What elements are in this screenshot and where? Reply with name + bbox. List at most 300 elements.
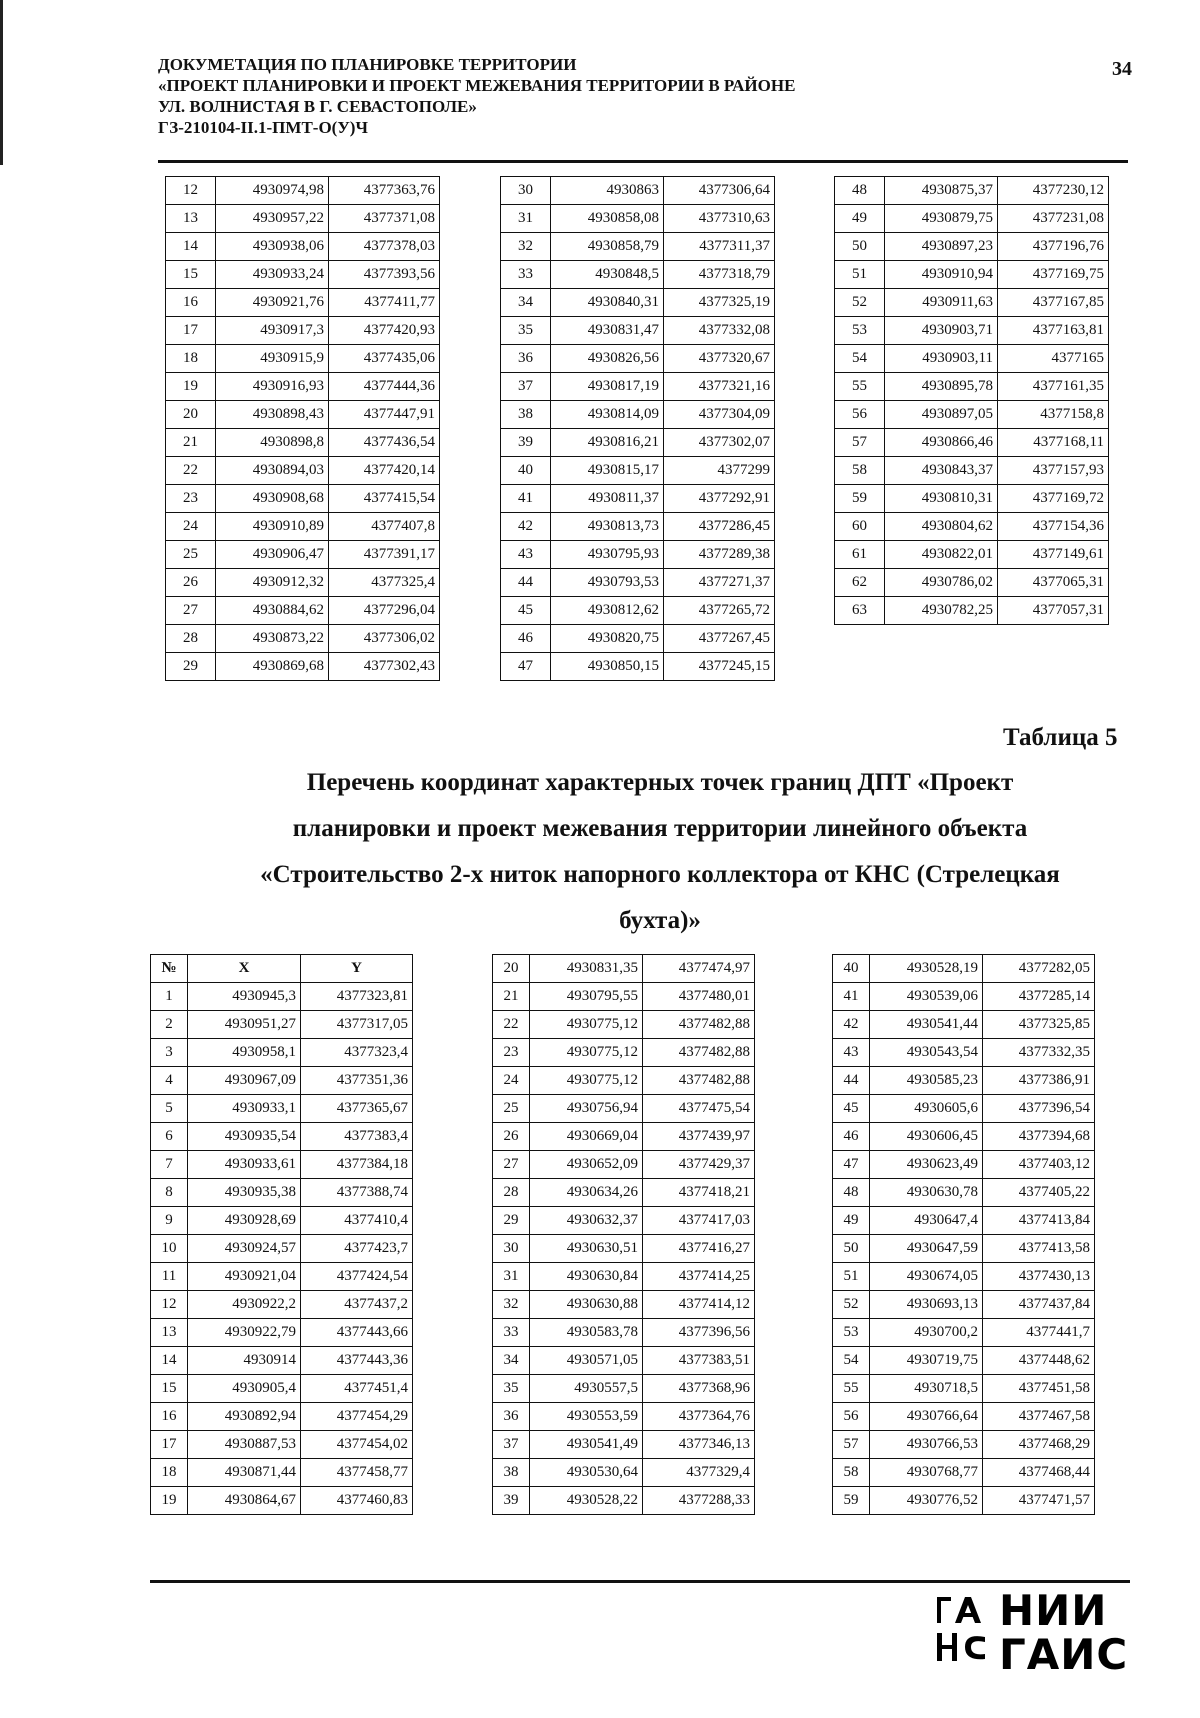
point-number-cell: 39: [501, 429, 551, 457]
x-coord-cell: 4930908,68: [216, 485, 329, 513]
point-number-cell: 47: [501, 653, 551, 681]
x-coord-cell: 4930910,89: [216, 513, 329, 541]
point-number-cell: 54: [833, 1347, 870, 1375]
x-coord-cell: 4930718,5: [870, 1375, 983, 1403]
table-row: [493, 1347, 755, 1375]
header-number: №: [151, 955, 188, 983]
y-coord-cell: 4377417,03: [643, 1207, 755, 1235]
x-coord-cell: 4930812,62: [551, 597, 664, 625]
point-number-cell: 42: [501, 513, 551, 541]
table-row: [493, 1487, 755, 1515]
table-row: [493, 1235, 755, 1263]
y-coord-cell: 4377437,2: [301, 1291, 413, 1319]
x-coord-cell: 4930906,47: [216, 541, 329, 569]
table-row: [833, 1319, 1095, 1347]
header-line-4: ГЗ-210104-II.1-ПМТ-О(У)Ч: [158, 118, 368, 137]
y-coord-cell: 4377451,4: [301, 1375, 413, 1403]
x-coord-cell: 4930775,12: [530, 1039, 643, 1067]
y-coord-cell: 4377471,57: [983, 1487, 1095, 1515]
y-coord-cell: 4377414,25: [643, 1263, 755, 1291]
table-row: [151, 1095, 413, 1123]
table-row: [151, 1403, 413, 1431]
x-coord-cell: 4930967,09: [188, 1067, 301, 1095]
table-row: [835, 513, 1109, 541]
point-number-cell: 53: [835, 317, 885, 345]
x-coord-cell: 4930822,01: [885, 541, 998, 569]
point-number-cell: 28: [493, 1179, 530, 1207]
x-coord-cell: 4930850,15: [551, 653, 664, 681]
table-row: [833, 1375, 1095, 1403]
y-coord-cell: 4377396,56: [643, 1319, 755, 1347]
table-row: [833, 955, 1095, 983]
y-coord-cell: 4377346,13: [643, 1431, 755, 1459]
y-coord-cell: 4377454,02: [301, 1431, 413, 1459]
x-coord-cell: 4930892,94: [188, 1403, 301, 1431]
table-row: [151, 1291, 413, 1319]
point-number-cell: 15: [151, 1375, 188, 1403]
point-number-cell: 30: [501, 177, 551, 205]
y-coord-cell: 4377364,76: [643, 1403, 755, 1431]
y-coord-cell: 4377323,81: [301, 983, 413, 1011]
page-edge-line: [0, 0, 3, 165]
y-coord-cell: 4377396,54: [983, 1095, 1095, 1123]
point-number-cell: 19: [166, 373, 216, 401]
point-number-cell: 58: [835, 457, 885, 485]
table-row: [835, 457, 1109, 485]
point-number-cell: 48: [835, 177, 885, 205]
table-row: [166, 597, 440, 625]
table-row: [151, 1431, 413, 1459]
x-coord-cell: 4930848,5: [551, 261, 664, 289]
point-number-cell: 52: [833, 1291, 870, 1319]
point-number-cell: 50: [835, 233, 885, 261]
x-coord-cell: 4930894,03: [216, 457, 329, 485]
x-coord-cell: 4930553,59: [530, 1403, 643, 1431]
x-coord-cell: 4930875,37: [885, 177, 998, 205]
y-coord-cell: 4377411,77: [329, 289, 440, 317]
point-number-cell: 55: [835, 373, 885, 401]
x-coord-cell: 4930541,44: [870, 1011, 983, 1039]
caption-line-1: Перечень координат характерных точек границ ДПТ «Проект: [306, 769, 1014, 796]
y-coord-cell: 4377245,15: [664, 653, 775, 681]
y-coord-cell: 4377161,35: [998, 373, 1109, 401]
header-rule: [158, 160, 1128, 163]
table-row: [833, 1459, 1095, 1487]
y-coord-cell: 4377230,12: [998, 177, 1109, 205]
point-number-cell: 21: [166, 429, 216, 457]
table-row: [835, 485, 1109, 513]
point-number-cell: 35: [501, 317, 551, 345]
y-coord-cell: 4377460,83: [301, 1487, 413, 1515]
point-number-cell: 40: [501, 457, 551, 485]
coord-table-upper-2: [500, 176, 775, 681]
y-coord-cell: 4377458,77: [301, 1459, 413, 1487]
x-coord-cell: 4930935,54: [188, 1123, 301, 1151]
point-number-cell: 1: [151, 983, 188, 1011]
table-row: [833, 1207, 1095, 1235]
table-row: [493, 1291, 755, 1319]
y-coord-cell: 4377157,93: [998, 457, 1109, 485]
point-number-cell: 48: [833, 1179, 870, 1207]
y-coord-cell: 4377403,12: [983, 1151, 1095, 1179]
x-coord-cell: 4930630,88: [530, 1291, 643, 1319]
y-coord-cell: 4377443,36: [301, 1347, 413, 1375]
point-number-cell: 60: [835, 513, 885, 541]
point-number-cell: 34: [501, 289, 551, 317]
point-number-cell: 11: [151, 1263, 188, 1291]
table-row: [833, 1403, 1095, 1431]
table-row: [835, 429, 1109, 457]
table-row: [166, 513, 440, 541]
x-coord-cell: 4930632,37: [530, 1207, 643, 1235]
table-row: [493, 1123, 755, 1151]
table-row: [501, 289, 775, 317]
y-coord-cell: 4377318,79: [664, 261, 775, 289]
x-coord-cell: 4930866,46: [885, 429, 998, 457]
x-coord-cell: 4930826,56: [551, 345, 664, 373]
table-row: [835, 597, 1109, 625]
point-number-cell: 24: [493, 1067, 530, 1095]
table-row: [835, 177, 1109, 205]
table-row: [151, 1123, 413, 1151]
y-coord-cell: 4377371,08: [329, 205, 440, 233]
x-coord-cell: 4930630,84: [530, 1263, 643, 1291]
y-coord-cell: 4377454,29: [301, 1403, 413, 1431]
point-number-cell: 44: [833, 1067, 870, 1095]
y-coord-cell: 4377378,03: [329, 233, 440, 261]
y-coord-cell: 4377065,31: [998, 569, 1109, 597]
point-number-cell: 17: [151, 1431, 188, 1459]
y-coord-cell: 4377302,43: [329, 653, 440, 681]
y-coord-cell: 4377418,21: [643, 1179, 755, 1207]
x-coord-cell: 4930958,1: [188, 1039, 301, 1067]
y-coord-cell: 4377388,74: [301, 1179, 413, 1207]
table-row: [166, 233, 440, 261]
table-row: [493, 1067, 755, 1095]
x-coord-cell: 4930951,27: [188, 1011, 301, 1039]
table-row: [501, 261, 775, 289]
point-number-cell: 39: [493, 1487, 530, 1515]
table-row: [501, 653, 775, 681]
x-coord-cell: 4930571,05: [530, 1347, 643, 1375]
page-number: 34: [1112, 58, 1132, 80]
table-row: [493, 1263, 755, 1291]
y-coord-cell: 4377320,67: [664, 345, 775, 373]
point-number-cell: 3: [151, 1039, 188, 1067]
table-row: [833, 1235, 1095, 1263]
x-coord-cell: 4930935,38: [188, 1179, 301, 1207]
x-coord-cell: 4930903,71: [885, 317, 998, 345]
y-coord-cell: 4377302,07: [664, 429, 775, 457]
point-number-cell: 59: [833, 1487, 870, 1515]
y-coord-cell: 4377420,14: [329, 457, 440, 485]
x-coord-cell: 4930810,31: [885, 485, 998, 513]
y-coord-cell: 4377475,54: [643, 1095, 755, 1123]
x-coord-cell: 4930903,11: [885, 345, 998, 373]
table-caption: [160, 760, 1160, 944]
point-number-cell: 20: [166, 401, 216, 429]
table-row: [501, 625, 775, 653]
x-coord-cell: 4930630,78: [870, 1179, 983, 1207]
y-coord-cell: 4377271,37: [664, 569, 775, 597]
point-number-cell: 38: [493, 1459, 530, 1487]
table-row: [166, 289, 440, 317]
table-row: [501, 513, 775, 541]
table-row: [166, 401, 440, 429]
x-coord-cell: 4930795,93: [551, 541, 664, 569]
y-coord-cell: 4377304,09: [664, 401, 775, 429]
point-number-cell: 47: [833, 1151, 870, 1179]
y-coord-cell: 4377299: [664, 457, 775, 485]
table-row: [166, 653, 440, 681]
table-row: [501, 177, 775, 205]
niigais-logo: [935, 1586, 1129, 1683]
y-coord-cell: 4377368,96: [643, 1375, 755, 1403]
x-coord-cell: 4930884,62: [216, 597, 329, 625]
table-row: [835, 569, 1109, 597]
y-coord-cell: 4377443,66: [301, 1319, 413, 1347]
table-row: [501, 345, 775, 373]
table-header-row: [151, 955, 413, 983]
x-coord-cell: 4930768,77: [870, 1459, 983, 1487]
point-number-cell: 55: [833, 1375, 870, 1403]
table-row: [833, 1431, 1095, 1459]
table-row: [501, 317, 775, 345]
point-number-cell: 36: [501, 345, 551, 373]
point-number-cell: 27: [493, 1151, 530, 1179]
table-row: [501, 401, 775, 429]
y-coord-cell: 4377383,4: [301, 1123, 413, 1151]
y-coord-cell: 4377163,81: [998, 317, 1109, 345]
point-number-cell: 45: [833, 1095, 870, 1123]
table-row: [166, 373, 440, 401]
table-row: [151, 1459, 413, 1487]
x-coord-cell: 4930623,49: [870, 1151, 983, 1179]
x-coord-cell: 4930831,47: [551, 317, 664, 345]
x-coord-cell: 4930647,59: [870, 1235, 983, 1263]
point-number-cell: 13: [151, 1319, 188, 1347]
y-coord-cell: 4377196,76: [998, 233, 1109, 261]
point-number-cell: 30: [493, 1235, 530, 1263]
table-row: [493, 1011, 755, 1039]
x-coord-cell: 4930858,08: [551, 205, 664, 233]
point-number-cell: 50: [833, 1235, 870, 1263]
table-row: [501, 373, 775, 401]
table-row: [835, 261, 1109, 289]
x-coord-cell: 4930858,79: [551, 233, 664, 261]
point-number-cell: 41: [501, 485, 551, 513]
point-number-cell: 14: [151, 1347, 188, 1375]
point-number-cell: 27: [166, 597, 216, 625]
x-coord-cell: 4930817,19: [551, 373, 664, 401]
y-coord-cell: 4377325,85: [983, 1011, 1095, 1039]
y-coord-cell: 4377480,01: [643, 983, 755, 1011]
x-coord-cell: 4930530,64: [530, 1459, 643, 1487]
x-coord-cell: 4930811,37: [551, 485, 664, 513]
point-number-cell: 20: [493, 955, 530, 983]
table-row: [493, 1095, 755, 1123]
y-coord-cell: 4377168,11: [998, 429, 1109, 457]
x-coord-cell: 4930543,54: [870, 1039, 983, 1067]
y-coord-cell: 4377310,63: [664, 205, 775, 233]
x-coord-cell: 4930585,23: [870, 1067, 983, 1095]
x-coord-cell: 4930895,78: [885, 373, 998, 401]
table-row: [151, 1039, 413, 1067]
point-number-cell: 16: [166, 289, 216, 317]
x-coord-cell: 4930921,76: [216, 289, 329, 317]
y-coord-cell: 4377439,97: [643, 1123, 755, 1151]
table-row: [493, 1039, 755, 1067]
x-coord-cell: 4930873,22: [216, 625, 329, 653]
point-number-cell: 9: [151, 1207, 188, 1235]
y-coord-cell: 4377167,85: [998, 289, 1109, 317]
table-row: [501, 569, 775, 597]
y-coord-cell: 4377420,93: [329, 317, 440, 345]
table-row: [493, 1179, 755, 1207]
point-number-cell: 32: [493, 1291, 530, 1319]
coord-table-5-3: [832, 954, 1095, 1515]
point-number-cell: 26: [166, 569, 216, 597]
x-coord-cell: 4930928,69: [188, 1207, 301, 1235]
table-row: [501, 205, 775, 233]
x-coord-cell: 4930814,09: [551, 401, 664, 429]
point-number-cell: 19: [151, 1487, 188, 1515]
point-number-cell: 58: [833, 1459, 870, 1487]
y-coord-cell: 4377468,29: [983, 1431, 1095, 1459]
point-number-cell: 8: [151, 1179, 188, 1207]
y-coord-cell: 4377391,17: [329, 541, 440, 569]
coord-table-upper-1: [165, 176, 440, 681]
point-number-cell: 24: [166, 513, 216, 541]
x-coord-cell: 4930700,2: [870, 1319, 983, 1347]
point-number-cell: 5: [151, 1095, 188, 1123]
point-number-cell: 28: [166, 625, 216, 653]
point-number-cell: 37: [501, 373, 551, 401]
point-number-cell: 29: [166, 653, 216, 681]
table-row: [151, 1487, 413, 1515]
header-x: X: [188, 955, 301, 983]
x-coord-cell: 4930786,02: [885, 569, 998, 597]
footer-rule: [150, 1580, 1130, 1583]
table-label: Таблица 5: [1003, 724, 1118, 751]
table-row: [501, 597, 775, 625]
point-number-cell: 23: [493, 1039, 530, 1067]
x-coord-cell: 4930766,53: [870, 1431, 983, 1459]
point-number-cell: 43: [833, 1039, 870, 1067]
y-coord-cell: 4377394,68: [983, 1123, 1095, 1151]
x-coord-cell: 4930815,17: [551, 457, 664, 485]
point-number-cell: 13: [166, 205, 216, 233]
y-coord-cell: 4377332,08: [664, 317, 775, 345]
point-number-cell: 17: [166, 317, 216, 345]
point-number-cell: 49: [835, 205, 885, 233]
y-coord-cell: 4377329,4: [643, 1459, 755, 1487]
x-coord-cell: 4930933,24: [216, 261, 329, 289]
y-coord-cell: 4377282,05: [983, 955, 1095, 983]
x-coord-cell: 4930905,4: [188, 1375, 301, 1403]
point-number-cell: 40: [833, 955, 870, 983]
point-number-cell: 26: [493, 1123, 530, 1151]
table-row: [835, 205, 1109, 233]
y-coord-cell: 4377474,97: [643, 955, 755, 983]
y-coord-cell: 4377441,7: [983, 1319, 1095, 1347]
point-number-cell: 38: [501, 401, 551, 429]
x-coord-cell: 4930804,62: [885, 513, 998, 541]
y-coord-cell: 4377423,7: [301, 1235, 413, 1263]
x-coord-cell: 4930898,43: [216, 401, 329, 429]
table-row: [833, 1011, 1095, 1039]
x-coord-cell: 4930922,2: [188, 1291, 301, 1319]
x-coord-cell: 4930528,22: [530, 1487, 643, 1515]
x-coord-cell: 4930864,67: [188, 1487, 301, 1515]
x-coord-cell: 4930776,52: [870, 1487, 983, 1515]
point-number-cell: 22: [166, 457, 216, 485]
table-row: [833, 1151, 1095, 1179]
y-coord-cell: 4377296,04: [329, 597, 440, 625]
table-row: [166, 429, 440, 457]
table-row: [835, 373, 1109, 401]
x-coord-cell: 4930674,05: [870, 1263, 983, 1291]
caption-line-4: бухта)»: [619, 907, 701, 934]
y-coord-cell: 4377265,72: [664, 597, 775, 625]
header-y: Y: [301, 955, 413, 983]
table-row: [833, 1487, 1095, 1515]
x-coord-cell: 4930917,3: [216, 317, 329, 345]
y-coord-cell: 4377482,88: [643, 1039, 755, 1067]
y-coord-cell: 4377468,44: [983, 1459, 1095, 1487]
table-row: [833, 1067, 1095, 1095]
caption-line-3: «Строительство 2-х ниток напорного коллектора от КНС (Стрелецкая: [260, 861, 1060, 888]
x-coord-cell: 4930933,1: [188, 1095, 301, 1123]
header-line-1: ДОКУМЕТАЦИЯ ПО ПЛАНИРОВКЕ ТЕРРИТОРИИ: [158, 55, 577, 74]
y-coord-cell: 4377363,76: [329, 177, 440, 205]
x-coord-cell: 4930911,63: [885, 289, 998, 317]
table-row: [501, 541, 775, 569]
y-coord-cell: 4377289,38: [664, 541, 775, 569]
y-coord-cell: 4377286,45: [664, 513, 775, 541]
y-coord-cell: 4377267,45: [664, 625, 775, 653]
x-coord-cell: 4930583,78: [530, 1319, 643, 1347]
point-number-cell: 63: [835, 597, 885, 625]
y-coord-cell: 4377169,72: [998, 485, 1109, 513]
y-coord-cell: 4377311,37: [664, 233, 775, 261]
x-coord-cell: 4930957,22: [216, 205, 329, 233]
y-coord-cell: 4377430,13: [983, 1263, 1095, 1291]
x-coord-cell: 4930605,6: [870, 1095, 983, 1123]
table-row: [493, 1319, 755, 1347]
x-coord-cell: 4930669,04: [530, 1123, 643, 1151]
x-coord-cell: 4930557,5: [530, 1375, 643, 1403]
point-number-cell: 43: [501, 541, 551, 569]
point-number-cell: 51: [835, 261, 885, 289]
point-number-cell: 15: [166, 261, 216, 289]
x-coord-cell: 4930766,64: [870, 1403, 983, 1431]
point-number-cell: 32: [501, 233, 551, 261]
header-line-2: «ПРОЕКТ ПЛАНИРОВКИ И ПРОЕКТ МЕЖЕВАНИЯ ТЕРРИТОРИИ В РАЙОНЕ: [158, 76, 796, 95]
x-coord-cell: 4930820,75: [551, 625, 664, 653]
x-coord-cell: 4930898,8: [216, 429, 329, 457]
point-number-cell: 18: [151, 1459, 188, 1487]
y-coord-cell: 4377154,36: [998, 513, 1109, 541]
point-number-cell: 2: [151, 1011, 188, 1039]
table-row: [493, 983, 755, 1011]
y-coord-cell: 4377158,8: [998, 401, 1109, 429]
table-row: [501, 485, 775, 513]
point-number-cell: 4: [151, 1067, 188, 1095]
point-number-cell: 22: [493, 1011, 530, 1039]
y-coord-cell: 4377165: [998, 345, 1109, 373]
table-row: [151, 1263, 413, 1291]
